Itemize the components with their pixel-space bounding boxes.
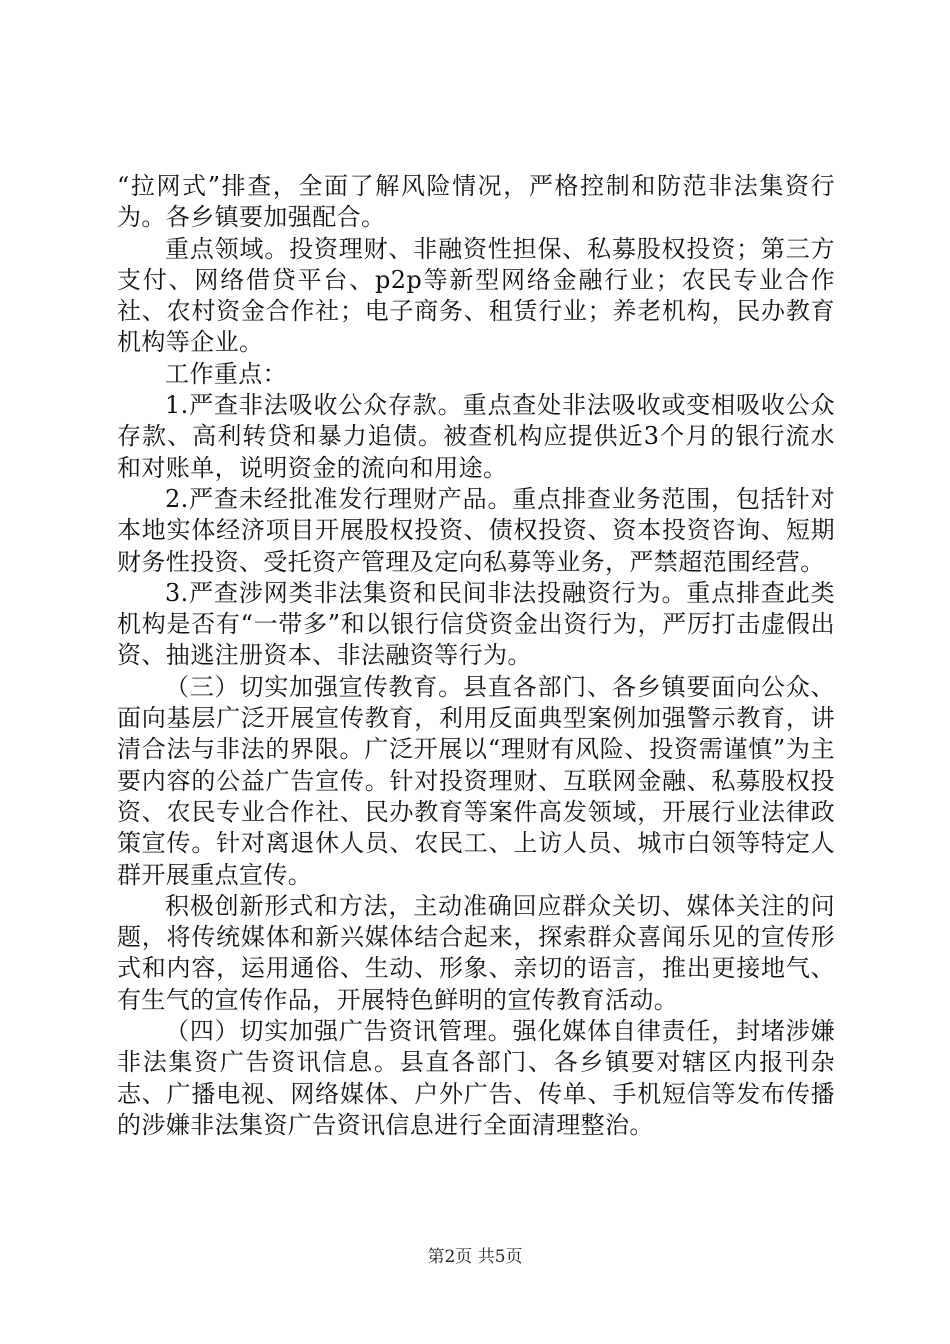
paragraph-item-1: 1.严查非法吸收公众存款。重点查处非法吸收或变相吸收公众存款、高利转贷和暴力追债。被查机构应提供近3个月的银行流水和对账单，说明资金的流向和用途。: [117, 391, 835, 482]
document-body: [117, 171, 835, 1141]
paragraph-continuation: “拉网式”排查，全面了解风险情况，严格控制和防范非法集资行为。各乡镇要加强配合。: [117, 172, 835, 232]
paragraph-key-areas: 重点领域。投资理财、非融资性担保、私募股权投资；第三方支付、网络借贷平台、p2p等新型网络金融行业；农民专业合作社、农村资金合作社；电子商务、租赁行业；养老机构，民办教育机构等企业。: [117, 234, 835, 357]
paragraph-item-3: 3.严查涉网类非法集资和民间非法投融资行为。重点排查此类机构是否有“一带多”和以银行信贷资金出资行为，严厉打击虚假出资、抽逃注册资本、非法融资等行为。: [117, 578, 835, 670]
page-number: 第2页 共5页: [427, 1247, 523, 1267]
paragraph-section-3: （三）切实加强宣传教育。县直各部门、各乡镇要面向公众、面向基层广泛开展宣传教育，利用反面典型案例加强警示教育，讲清合法与非法的界限。广泛开展以“理财有风险、投资需谨慎”为主要内容的公益广告宣传。针对投资理财、互联网金融、私募股权投资、农民专业合作社、民办教育等案件高发领域，开展行业法律政策宣传。针对离退休人员、农民工、上访人员、城市白领等特定人群开展重点宣传。: [117, 672, 835, 889]
paragraph-item-2: 2.严查未经批准发行理财产品。重点排查业务范围，包括针对本地实体经济项目开展股权投资、债权投资、资本投资咨询、短期财务性投资、受托资产管理及定向私募等业务，严禁超范围经营。: [117, 484, 835, 576]
paragraph-section-4: （四）切实加强广告资讯管理。强化媒体自律责任，封堵涉嫌非法集资广告资讯信息。县直各部门、各乡镇要对辖区内报刊杂志、广播电视、网络媒体、户外广告、传单、手机短信等发布传播的涉嫌非法集资广告资讯信息进行全面清理整治。: [117, 1017, 835, 1139]
paragraph-work-focus-heading: 工作重点：: [165, 359, 287, 388]
paragraph-innovation: 积极创新形式和方法，主动准确回应群众关切、媒体关注的问题，将传统媒体和新兴媒体结合起来，探索群众喜闻乐见的宣传形式和内容，运用通俗、生动、形象、亲切的语言，推出更接地气、有生气的宣传作品，开展特色鲜明的宣传教育活动。: [117, 891, 835, 1014]
